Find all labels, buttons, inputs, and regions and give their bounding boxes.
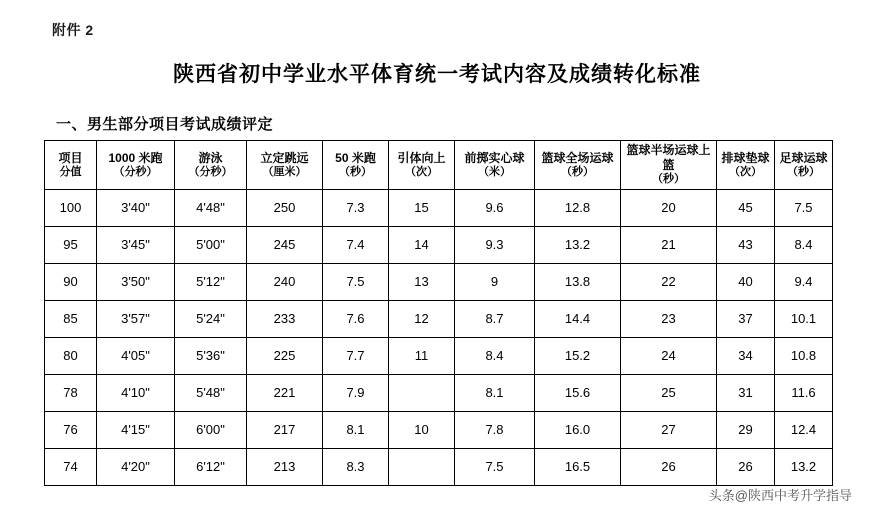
cell-solid-ball-throw: 9.3	[455, 226, 535, 263]
column-header-basketball-half-court-layup	[621, 141, 717, 190]
cell-swimming: 6'12"	[175, 448, 247, 485]
table-row	[45, 300, 833, 337]
watermark	[709, 485, 852, 504]
cell-pull-up: 13	[389, 263, 455, 300]
table-row	[45, 448, 833, 485]
cell-run50m: 8.1	[323, 411, 389, 448]
cell-run1000m: 3'57"	[97, 300, 175, 337]
table-row	[45, 263, 833, 300]
column-header-basketball-half-court-layup-line2: （秒）	[652, 173, 685, 185]
column-header-run1000m-line2: （分秒）	[113, 165, 158, 178]
cell-standing-long-jump: 225	[247, 337, 323, 374]
score-conversion-table	[44, 140, 833, 486]
cell-swimming: 6'00"	[175, 411, 247, 448]
cell-pull-up	[389, 448, 455, 485]
cell-solid-ball-throw: 7.8	[455, 411, 535, 448]
watermark-text: 头条@陕西中考升学指导	[708, 488, 852, 503]
column-header-run1000m-line1: 1000 米跑	[108, 150, 163, 165]
column-header-standing-long-jump-line1: 立定跳远	[260, 150, 309, 165]
column-header-swimming-line2: （分秒）	[188, 165, 233, 178]
cell-football-dribble: 13.2	[775, 448, 833, 485]
column-header-solid-ball-throw-line2: （米）	[478, 165, 511, 178]
cell-run1000m: 3'50"	[97, 263, 175, 300]
cell-pull-up: 11	[389, 337, 455, 374]
cell-basketball-half-court-layup: 21	[621, 226, 717, 263]
cell-standing-long-jump: 217	[247, 411, 323, 448]
cell-run1000m: 4'15"	[97, 411, 175, 448]
page-title: 陕西省初中学业水平体育统一考试内容及成绩转化标准	[173, 63, 701, 86]
cell-volleyball-passing: 43	[717, 226, 775, 263]
column-header-basketball-full-court-line2: （秒）	[561, 165, 594, 178]
table-row	[45, 226, 833, 263]
table-row	[45, 374, 833, 411]
column-header-volleyball-passing-line2: （次）	[729, 165, 762, 178]
column-header-basketball-full-court	[535, 141, 621, 190]
cell-run1000m: 4'10"	[97, 374, 175, 411]
column-header-swimming	[175, 141, 247, 190]
cell-score: 78	[45, 374, 97, 411]
column-header-pull-up-line1: 引体向上	[397, 150, 446, 165]
column-header-football-dribble-line1: 足球运球	[779, 150, 828, 165]
column-header-football-dribble-line2: （秒）	[787, 165, 820, 178]
cell-pull-up	[389, 374, 455, 411]
table-row	[45, 189, 833, 226]
cell-basketball-half-court-layup: 20	[621, 189, 717, 226]
column-header-run1000m	[97, 141, 175, 190]
cell-basketball-full-court: 14.4	[535, 300, 621, 337]
cell-volleyball-passing: 31	[717, 374, 775, 411]
cell-run50m: 7.9	[323, 374, 389, 411]
column-header-score-line2: 分值	[59, 165, 82, 178]
column-header-solid-ball-throw	[455, 141, 535, 190]
column-header-football-dribble	[775, 141, 833, 190]
cell-solid-ball-throw: 9	[455, 263, 535, 300]
cell-standing-long-jump: 250	[247, 189, 323, 226]
cell-basketball-half-court-layup: 22	[621, 263, 717, 300]
cell-volleyball-passing: 37	[717, 300, 775, 337]
cell-score: 85	[45, 300, 97, 337]
cell-standing-long-jump: 221	[247, 374, 323, 411]
cell-swimming: 5'00"	[175, 226, 247, 263]
cell-football-dribble: 8.4	[775, 226, 833, 263]
cell-basketball-half-court-layup: 24	[621, 337, 717, 374]
cell-football-dribble: 11.6	[775, 374, 833, 411]
cell-volleyball-passing: 34	[717, 337, 775, 374]
cell-basketball-full-court: 13.8	[535, 263, 621, 300]
cell-basketball-full-court: 12.8	[535, 189, 621, 226]
column-header-volleyball-passing	[717, 141, 775, 190]
column-header-standing-long-jump-line2: （厘米）	[262, 165, 307, 178]
cell-standing-long-jump: 213	[247, 448, 323, 485]
score-table-container	[44, 140, 832, 486]
column-header-run50m	[323, 141, 389, 190]
cell-run50m: 8.3	[323, 448, 389, 485]
cell-score: 80	[45, 337, 97, 374]
column-header-solid-ball-throw-line1: 前掷实心球	[464, 150, 525, 165]
cell-basketball-full-court: 15.6	[535, 374, 621, 411]
cell-score: 100	[45, 189, 97, 226]
cell-swimming: 5'48"	[175, 374, 247, 411]
cell-basketball-half-court-layup: 26	[621, 448, 717, 485]
cell-standing-long-jump: 240	[247, 263, 323, 300]
column-header-pull-up-line2: （次）	[405, 165, 438, 178]
cell-basketball-full-court: 16.0	[535, 411, 621, 448]
cell-swimming: 5'12"	[175, 263, 247, 300]
column-header-score	[45, 141, 97, 190]
column-header-run50m-line2: （秒）	[339, 165, 372, 178]
cell-standing-long-jump: 245	[247, 226, 323, 263]
cell-run50m: 7.4	[323, 226, 389, 263]
cell-run1000m: 4'20"	[97, 448, 175, 485]
cell-volleyball-passing: 26	[717, 448, 775, 485]
cell-basketball-full-court: 16.5	[535, 448, 621, 485]
cell-solid-ball-throw: 7.5	[455, 448, 535, 485]
cell-run1000m: 3'45"	[97, 226, 175, 263]
cell-volleyball-passing: 29	[717, 411, 775, 448]
cell-basketball-half-court-layup: 27	[621, 411, 717, 448]
column-header-pull-up	[389, 141, 455, 190]
cell-basketball-half-court-layup: 25	[621, 374, 717, 411]
column-header-basketball-half-court-layup-line1: 篮球半场运球上篮	[626, 143, 711, 172]
cell-score: 74	[45, 448, 97, 485]
cell-run50m: 7.7	[323, 337, 389, 374]
cell-volleyball-passing: 40	[717, 263, 775, 300]
cell-run50m: 7.5	[323, 263, 389, 300]
cell-pull-up: 12	[389, 300, 455, 337]
cell-run1000m: 4'05"	[97, 337, 175, 374]
column-header-volleyball-passing-line1: 排球垫球	[721, 150, 770, 165]
cell-football-dribble: 10.8	[775, 337, 833, 374]
cell-volleyball-passing: 45	[717, 189, 775, 226]
cell-football-dribble: 12.4	[775, 411, 833, 448]
cell-football-dribble: 9.4	[775, 263, 833, 300]
cell-solid-ball-throw: 8.7	[455, 300, 535, 337]
cell-score: 90	[45, 263, 97, 300]
cell-solid-ball-throw: 8.1	[455, 374, 535, 411]
table-row	[45, 337, 833, 374]
attachment-label: 附件 2	[52, 22, 94, 38]
column-header-standing-long-jump	[247, 141, 323, 190]
cell-swimming: 5'36"	[175, 337, 247, 374]
column-header-basketball-full-court-line1: 篮球全场运球	[541, 150, 614, 165]
section-heading: 一、男生部分项目考试成绩评定	[56, 116, 274, 133]
cell-run1000m: 3'40"	[97, 189, 175, 226]
cell-solid-ball-throw: 9.6	[455, 189, 535, 226]
cell-pull-up: 10	[389, 411, 455, 448]
cell-solid-ball-throw: 8.4	[455, 337, 535, 374]
column-header-run50m-line1: 50 米跑	[335, 150, 376, 165]
cell-standing-long-jump: 233	[247, 300, 323, 337]
cell-pull-up: 15	[389, 189, 455, 226]
cell-pull-up: 14	[389, 226, 455, 263]
cell-score: 95	[45, 226, 97, 263]
cell-football-dribble: 10.1	[775, 300, 833, 337]
cell-basketball-half-court-layup: 23	[621, 300, 717, 337]
table-body	[45, 189, 833, 485]
cell-basketball-full-court: 13.2	[535, 226, 621, 263]
table-header-row	[45, 141, 833, 190]
cell-run50m: 7.6	[323, 300, 389, 337]
cell-football-dribble: 7.5	[775, 189, 833, 226]
table-row	[45, 411, 833, 448]
column-header-swimming-line1: 游泳	[198, 150, 223, 165]
cell-swimming: 5'24"	[175, 300, 247, 337]
table-header	[45, 141, 833, 190]
cell-score: 76	[45, 411, 97, 448]
column-header-score-line1: 项目	[58, 150, 83, 165]
cell-swimming: 4'48"	[175, 189, 247, 226]
cell-basketball-full-court: 15.2	[535, 337, 621, 374]
cell-run50m: 7.3	[323, 189, 389, 226]
